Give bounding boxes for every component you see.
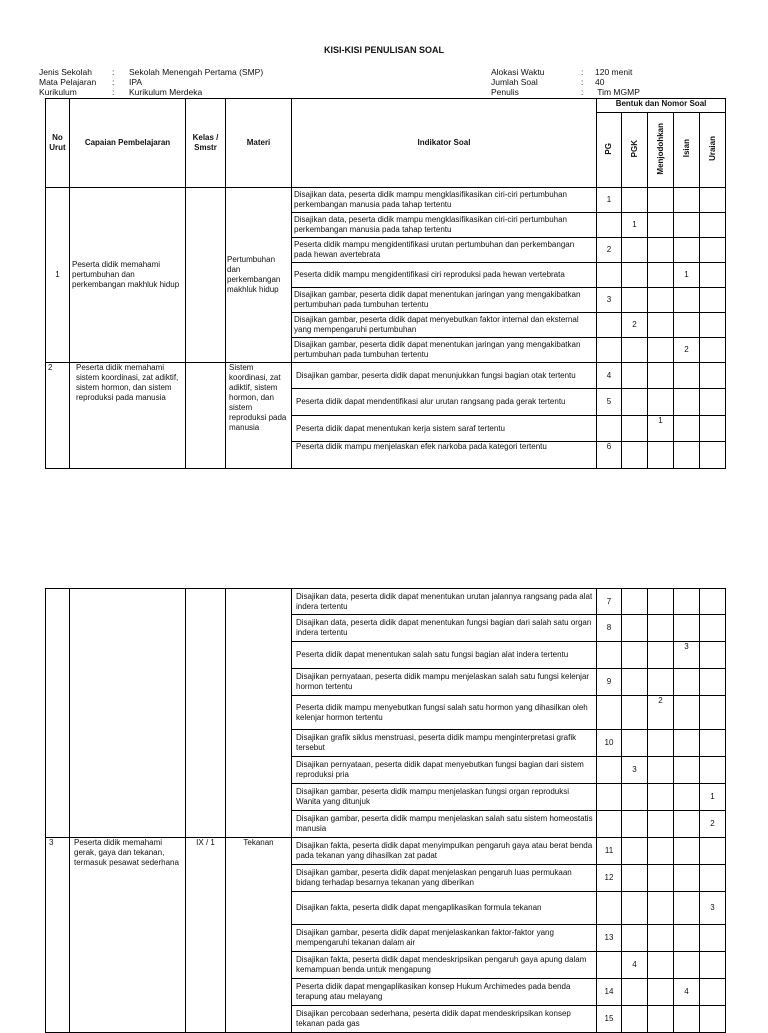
cell-pg: [597, 952, 622, 979]
meta-label: Mata Pelajaran: [39, 77, 97, 87]
cell-pgk: 1: [622, 213, 648, 238]
cell-mj: [648, 313, 674, 338]
cell-isian: [674, 213, 700, 238]
cell-pgk: [622, 838, 648, 865]
cell-mj: [648, 952, 674, 979]
cell-pg: [597, 811, 622, 838]
cell-pg: 4: [597, 363, 622, 389]
row-kelas: [186, 188, 226, 363]
cell-pg: 5: [597, 389, 622, 416]
cell-pgk: [622, 389, 648, 416]
row-indikator: Disajikan data, peserta didik dapat menentukan urutan jalannya rangsang pada alat indera tertentu: [292, 589, 597, 615]
table-row: [46, 188, 726, 213]
cell-isian: 2: [674, 338, 700, 363]
meta-label: Kurikulum: [39, 87, 77, 97]
cell-uraian: [700, 442, 726, 469]
header-pgk: [622, 113, 648, 188]
cell-isian: [674, 696, 700, 730]
cell-isian: [674, 363, 700, 389]
cell-mj: [648, 642, 674, 669]
meta-curriculum: [39, 87, 263, 97]
row-indikator: Disajikan gambar, peserta didik mampu menjelaskan fungsi organ reproduksi Wanita yang ditunjuk: [292, 784, 597, 811]
blueprint-table-page1: [45, 98, 726, 469]
cell-pgk: [622, 263, 648, 288]
row-materi: [226, 589, 292, 838]
cell-pg: [597, 213, 622, 238]
row-indikator: Peserta didik mampu mengidentifikasi urutan pertumbuhan dan perkembangan pada hewan avertebrata: [292, 238, 597, 263]
cell-mj: [648, 238, 674, 263]
group2-body: [46, 363, 726, 469]
cell-pgk: [622, 589, 648, 615]
cell-pg: [597, 416, 622, 442]
row-kelas: IX / 1: [186, 838, 226, 1033]
meta-value: 120 menit: [595, 67, 633, 77]
cell-pg: [597, 696, 622, 730]
cell-pg: [597, 757, 622, 784]
cell-mj: [648, 784, 674, 811]
cell-uraian: [700, 363, 726, 389]
cell-pgk: [622, 865, 648, 892]
cell-pg: [597, 263, 622, 288]
cell-pgk: 3: [622, 757, 648, 784]
cell-uraian: [700, 389, 726, 416]
header-pgk-label: PGK: [629, 139, 639, 158]
meta-right: [491, 67, 640, 97]
table-row: [46, 838, 726, 865]
cell-pgk: [622, 669, 648, 696]
cell-mj: [648, 589, 674, 615]
cell-pgk: [622, 442, 648, 469]
cell-mj: [648, 757, 674, 784]
cell-mj: [648, 213, 674, 238]
row-indikator: Disajikan data, peserta didik mampu mengklasifikasikan ciri-ciri pertumbuhan perkembangan manusia pada tahap tertentu: [292, 188, 597, 213]
cell-pg: 8: [597, 615, 622, 642]
meta-left: [39, 67, 263, 97]
row-materi: Tekanan: [226, 838, 292, 1033]
row-indikator: Peserta didik mampu menyebutkan fungsi salah satu hormon yang dihasilkan oleh kelenjar hormon tertentu: [292, 696, 597, 730]
cell-mj: [648, 669, 674, 696]
meta-subject: [39, 77, 263, 87]
cell-isian: 1: [674, 263, 700, 288]
row-kelas: [186, 363, 226, 469]
cell-uraian: [700, 925, 726, 952]
row-indikator: Disajikan gambar, peserta didik dapat menentukan jaringan yang mengakibatkan pertumbuhan pada tumbuhan tertentu: [292, 288, 597, 313]
row-no: 1: [46, 188, 70, 363]
header-pg-label: PG: [604, 142, 613, 155]
cell-pg: 15: [597, 1006, 622, 1033]
cell-isian: [674, 238, 700, 263]
cell-uraian: [700, 979, 726, 1006]
row-indikator: Peserta didik dapat menentukan salah satu fungsi bagian alat indera tertentu: [292, 642, 597, 669]
cell-mj: [648, 811, 674, 838]
cell-pgk: [622, 188, 648, 213]
row-materi: Sistem koordinasi, zat adiktif, sistem hormon, dan sistem reproduksi pada manusia: [226, 363, 292, 469]
cell-pgk: 2: [622, 313, 648, 338]
cell-pgk: [622, 363, 648, 389]
header-materi: Materi: [226, 99, 292, 188]
cell-mj: [648, 389, 674, 416]
cell-mj: [648, 615, 674, 642]
cell-uraian: [700, 952, 726, 979]
row-indikator: Disajikan data, peserta didik mampu mengklasifikasikan ciri-ciri pertumbuhan perkembangan manusia pada tahap tertentu: [292, 213, 597, 238]
header-cp: Capaian Pembelajaran: [70, 99, 186, 188]
cell-mj: [648, 892, 674, 925]
row-indikator: Peserta didik dapat menentukan kerja sistem saraf tertentu: [292, 416, 597, 442]
row-cp: Peserta didik memahami pertumbuhan dan perkembangan makhluk hidup: [70, 188, 186, 363]
cell-pgk: [622, 925, 648, 952]
cell-pg: 14: [597, 979, 622, 1006]
cell-uraian: [700, 865, 726, 892]
cell-isian: [674, 865, 700, 892]
cell-pgk: [622, 238, 648, 263]
cell-isian: [674, 811, 700, 838]
meta-colon: :: [112, 87, 115, 97]
cell-pg: 11: [597, 838, 622, 865]
cell-pg: 2: [597, 238, 622, 263]
row-indikator: Disajikan gambar, peserta didik dapat menyebutkan faktor internal dan eksternal yang mempengaruhi pertumbuhan: [292, 313, 597, 338]
row-cp: Peserta didik memahami gerak, gaya dan tekanan, termasuk pesawat sederhana: [70, 838, 186, 1033]
cell-mj: [648, 925, 674, 952]
cell-isian: [674, 925, 700, 952]
header-pg: [597, 113, 622, 188]
cell-pg: 13: [597, 925, 622, 952]
meta-value: 40: [595, 77, 605, 87]
row-indikator: Peserta didik dapat mengaplikasikan konsep Hukum Archimedes pada benda terapung atau melayang: [292, 979, 597, 1006]
cell-isian: [674, 442, 700, 469]
cell-uraian: [700, 263, 726, 288]
cell-mj: [648, 338, 674, 363]
row-indikator: Disajikan gambar, peserta didik dapat menunjukkan fungsi bagian otak tertentu: [292, 363, 597, 389]
cell-mj: [648, 288, 674, 313]
cell-uraian: [700, 188, 726, 213]
cell-pgk: [622, 696, 648, 730]
meta-label: Penulis: [491, 87, 519, 97]
cell-pgk: [622, 615, 648, 642]
cell-pg: 7: [597, 589, 622, 615]
row-indikator: Disajikan data, peserta didik dapat menentukan fungsi bagian dari salah satu organ indera tertentu: [292, 615, 597, 642]
header-uraian-label: Uraian: [707, 136, 717, 161]
cell-pg: [597, 892, 622, 925]
row-indikator: Peserta didik mampu mengidentifikasi ciri reproduksi pada hewan vertebrata: [292, 263, 597, 288]
cell-isian: [674, 188, 700, 213]
cell-isian: [674, 389, 700, 416]
header-menjodohkan: [648, 113, 674, 188]
row-indikator: Disajikan gambar, peserta didik mampu menjelaskan salah satu sistem homeostatis manusia: [292, 811, 597, 838]
cell-uraian: [700, 313, 726, 338]
cell-isian: [674, 892, 700, 925]
cell-uraian: [700, 696, 726, 730]
meta-time: [491, 67, 640, 77]
row-indikator: Disajikan fakta, peserta didik dapat mendeskripsikan pengaruh gaya apung dalam kemampuan benda untuk mengapung: [292, 952, 597, 979]
row-indikator: Disajikan fakta, peserta didik dapat menyimpulkan pengaruh gaya atau berat benda pada tekanan yang dihasilkan zat padat: [292, 838, 597, 865]
table-row: [46, 363, 726, 389]
cell-isian: [674, 838, 700, 865]
cell-isian: [674, 313, 700, 338]
table2-body: [46, 589, 726, 1033]
cell-pgk: [622, 979, 648, 1006]
cell-mj: [648, 263, 674, 288]
cell-uraian: 1: [700, 784, 726, 811]
cell-uraian: [700, 642, 726, 669]
cell-mj: [648, 188, 674, 213]
row-indikator: Disajikan pernyataan, peserta didik mampu menjelaskan salah satu fungsi kelenjar hormon tertentu: [292, 669, 597, 696]
row-indikator: Disajikan gambar, peserta didik dapat menjelaskankan faktor-faktor yang mempengaruhi tekanan dalam air: [292, 925, 597, 952]
row-indikator: Peserta didik dapat mendentifikasi alur urutan rangsang pada gerak tertentu: [292, 389, 597, 416]
cell-pg: [597, 642, 622, 669]
meta-question-count: [491, 77, 640, 87]
cell-isian: [674, 589, 700, 615]
cell-pg: [597, 784, 622, 811]
cell-pgk: [622, 416, 648, 442]
cell-pg: 6: [597, 442, 622, 469]
cell-uraian: [700, 838, 726, 865]
cell-uraian: [700, 1006, 726, 1033]
meta-colon: :: [112, 77, 115, 87]
cell-uraian: 2: [700, 811, 726, 838]
header-uraian: [700, 113, 726, 188]
cell-uraian: [700, 416, 726, 442]
meta-colon: :: [581, 87, 584, 97]
cell-pgk: [622, 730, 648, 757]
row-no: [46, 589, 70, 838]
header-indikator: Indikator Soal: [292, 99, 597, 188]
cell-uraian: [700, 238, 726, 263]
row-indikator: Peserta didik mampu menjelaskan efek narkoba pada kategori tertentu: [292, 442, 597, 469]
meta-school-type: [39, 67, 263, 77]
cell-uraian: [700, 213, 726, 238]
row-cp: [70, 589, 186, 838]
cell-pg: [597, 338, 622, 363]
row-indikator: Disajikan percobaan sederhana, peserta didik dapat mendeskripsikan konsep tekanan pada gas: [292, 1006, 597, 1033]
cell-uraian: [700, 615, 726, 642]
row-indikator: Disajikan gambar, peserta didik dapat menjelaskan pengaruh luas permukaan bidang terhadap besarnya tekanan yang diberikan: [292, 865, 597, 892]
cell-pg: 1: [597, 188, 622, 213]
cell-pg: [597, 313, 622, 338]
cell-pg: 10: [597, 730, 622, 757]
cell-isian: [674, 416, 700, 442]
cell-pgk: [622, 892, 648, 925]
cell-uraian: [700, 338, 726, 363]
cell-mj: [648, 979, 674, 1006]
cell-isian: [674, 784, 700, 811]
table-row: [46, 589, 726, 615]
cell-pgk: 4: [622, 952, 648, 979]
meta-value: Kurikulum Merdeka: [129, 87, 203, 97]
cell-mj: [648, 1006, 674, 1033]
row-no: 2: [46, 363, 70, 469]
cell-uraian: [700, 669, 726, 696]
meta-value: Tim MGMP: [595, 87, 640, 97]
cell-isian: [674, 615, 700, 642]
meta-colon: :: [581, 67, 584, 77]
cell-pg: 3: [597, 288, 622, 313]
cell-pg: 9: [597, 669, 622, 696]
cell-isian: [674, 288, 700, 313]
meta-author: [491, 87, 640, 97]
header-bentuk: Bentuk dan Nomor Soal: [597, 99, 726, 113]
cell-isian: [674, 1006, 700, 1033]
cell-mj: 1: [648, 416, 674, 442]
meta-colon: :: [581, 77, 584, 87]
cell-uraian: [700, 730, 726, 757]
row-kelas: [186, 589, 226, 838]
meta-label: Jenis Sekolah: [39, 67, 92, 77]
header-isian-label: Isian: [681, 139, 691, 158]
row-indikator: Disajikan grafik siklus menstruasi, peserta didik mampu menginterpretasi grafik tersebut: [292, 730, 597, 757]
cell-isian: 4: [674, 979, 700, 1006]
cell-pgk: [622, 642, 648, 669]
cell-pgk: [622, 338, 648, 363]
row-indikator: Disajikan pernyataan, peserta didik dapat menyebutkan fungsi bagian dari sistem reproduksi pria: [292, 757, 597, 784]
cell-uraian: 3: [700, 892, 726, 925]
cell-mj: [648, 730, 674, 757]
cell-uraian: [700, 589, 726, 615]
meta-label: Alokasi Waktu: [491, 67, 545, 77]
cell-mj: [648, 363, 674, 389]
meta-label: Jumlah Soal: [491, 77, 538, 87]
cell-pgk: [622, 811, 648, 838]
cell-pgk: [622, 784, 648, 811]
cell-isian: [674, 757, 700, 784]
row-indikator: Disajikan fakta, peserta didik dapat mengaplikasikan formula tekanan: [292, 892, 597, 925]
cell-isian: [674, 952, 700, 979]
header-isian: [674, 113, 700, 188]
cell-uraian: [700, 757, 726, 784]
header-menjodohkan-label: Menjodohkan: [655, 122, 665, 175]
cell-mj: [648, 442, 674, 469]
row-cp: Peserta didik memahami sistem koordinasi, zat adiktif, sistem hormon, dan sistem reproduksi pada manusia: [70, 363, 186, 469]
header-kelas: Kelas / Smstr: [186, 99, 226, 188]
row-indikator: Disajikan gambar, peserta didik dapat menentukan jaringan yang mengakibatkan pertumbuhan pada tumbuhan tertentu: [292, 338, 597, 363]
cell-mj: [648, 838, 674, 865]
cell-isian: 3: [674, 642, 700, 669]
row-no: 3: [46, 838, 70, 1033]
cell-mj: 2: [648, 696, 674, 730]
blueprint-table-page2: [45, 588, 726, 1033]
meta-colon: :: [112, 67, 115, 77]
cell-pgk: [622, 288, 648, 313]
document-title: KISI-KISI PENULISAN SOAL: [323, 45, 444, 55]
row-materi: Pertumbuhan dan perkembangan makhluk hidup: [226, 188, 292, 363]
cell-uraian: [700, 288, 726, 313]
group1-body: [46, 188, 726, 363]
cell-pg: 12: [597, 865, 622, 892]
cell-mj: [648, 865, 674, 892]
meta-value: IPA: [129, 77, 143, 87]
meta-value: Sekolah Menengah Pertama (SMP): [129, 67, 264, 77]
cell-isian: [674, 730, 700, 757]
header-no: No Urut: [46, 99, 70, 188]
cell-isian: [674, 669, 700, 696]
cell-pgk: [622, 1006, 648, 1033]
